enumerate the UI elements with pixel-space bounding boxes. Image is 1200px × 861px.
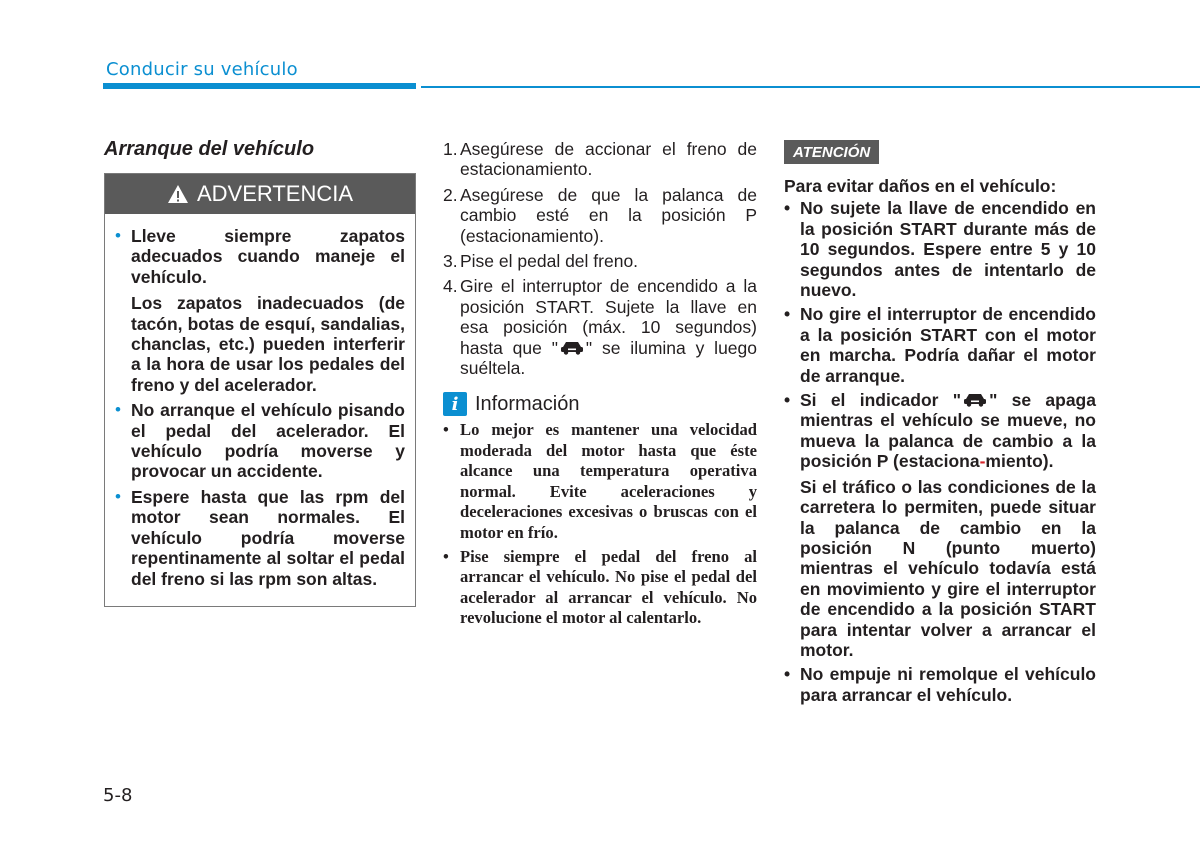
attention-text-after: " se apaga mientras el vehículo se mueve, no mueva la palanca de cambio a la posición P (estaciona [800, 390, 1096, 472]
middle-column [443, 139, 757, 633]
info-item-text: Pise siempre el pedal del freno al arrancar el vehículo. No pise el pedal del acelerador al arrancar el vehículo. No revolucione el motor al calentarlo. [460, 546, 757, 628]
left-column [104, 138, 416, 607]
step-item [443, 185, 757, 246]
warning-item [115, 400, 405, 482]
info-item [443, 547, 757, 629]
bullet-icon: • [784, 198, 791, 219]
page-number: 5-8 [103, 785, 133, 806]
attention-item-text: No gire el interruptor de encendido a la posición START con el motor en marcha. Podría dañar el motor de arranque. [800, 304, 1096, 386]
header-bar-thick [103, 83, 416, 89]
step-text [460, 276, 757, 378]
attention-item [784, 664, 1096, 705]
attention-item-text [800, 390, 1096, 472]
info-item [443, 420, 757, 542]
step-text: Asegúrese de que la palanca de cambio esté en la posición P (estacionamiento). [460, 184, 757, 246]
right-column [784, 140, 1096, 709]
immobilizer-car-icon [961, 392, 989, 407]
warning-title: ADVERTENCIA [196, 181, 354, 206]
attention-item-text: No empuje ni remolque el vehículo para arrancar el vehículo. [800, 664, 1096, 705]
bullet-icon: • [784, 390, 791, 411]
step-text-before: Gire el interruptor de encendido a la posición START. Sujete la llave en esa posición (máx. 10 segundos) hasta que " [460, 276, 757, 358]
attention-item [784, 304, 1096, 386]
attention-text-end: miento). [985, 451, 1054, 472]
info-icon: i [443, 392, 467, 416]
bullet-icon: • [115, 226, 121, 245]
step-number: 1. [443, 139, 458, 159]
step-number: 2. [443, 184, 458, 205]
step-number: 3. [443, 251, 458, 272]
warning-triangle-icon [167, 184, 189, 204]
bullet-icon: • [784, 304, 791, 325]
bullet-icon: • [784, 664, 791, 685]
info-title: Información [475, 392, 580, 415]
attention-item-text: No sujete la llave de encendido en la posición START durante más de 10 segundos. Espere entre 5 y 10 segundos antes de intentarlo de nuevo. [800, 198, 1096, 301]
step-number: 4. [443, 276, 458, 297]
attention-item [784, 390, 1096, 660]
warning-item-text: Espere hasta que las rpm del motor sean normales. El vehículo podría moverse repentinamente al soltar el pedal del freno si las rpm son altas. [131, 486, 405, 589]
attention-item-subtext: Si el tráfico o las condiciones de la carretera lo permiten, puede situar la palanca de cambio en la posición N (punto muerto) mientras el vehículo todavía está en movimiento y gire el interruptor de encendido a la posición START para intentar volver a arrancar el motor. [800, 476, 1096, 660]
warning-item-text: No arranque el vehículo pisando el pedal del acelerador. El vehículo podría moverse y provocar un accidente. [131, 400, 405, 482]
warning-item-text: Lleve siempre zapatos adecuados cuando maneje el vehículo. [131, 226, 405, 287]
section-title: Conducir su vehículo [106, 59, 298, 80]
bullet-icon: • [443, 420, 449, 440]
step-item [443, 139, 757, 180]
info-item-text: Lo mejor es mantener una velocidad moderada del motor hasta que éste alcance una temperatura operativa normal. Evite aceleraciones y deceleraciones excesivas o bruscas con el motor en frío. [460, 420, 757, 542]
info-header [443, 392, 757, 416]
attention-text-before: Si el indicador " [800, 390, 962, 411]
warning-box [104, 173, 416, 607]
warning-item-subtext: Los zapatos inadecuados (de tacón, botas de esquí, sandalias, chanclas, etc.) pueden interferir a la hora de usar los pedales del freno y del acelerador. [131, 293, 405, 395]
step-text: Asegúrese de accionar el freno de estacionamiento. [460, 139, 757, 180]
header-bar-thin [421, 86, 1200, 88]
subheading: Arranque del vehículo [104, 138, 315, 160]
bullet-icon: • [115, 400, 121, 420]
bullet-icon: • [443, 546, 449, 566]
hyphen-mark: - [979, 451, 986, 472]
step-item [443, 251, 757, 271]
step-text: Pise el pedal del freno. [460, 251, 639, 272]
warning-item [115, 226, 405, 395]
warning-body [105, 214, 415, 606]
attention-item [784, 198, 1096, 300]
step-item [443, 276, 757, 378]
warning-header [105, 174, 415, 214]
attention-tag: ATENCIÓN [784, 140, 879, 164]
attention-intro: Para evitar daños en el vehículo: [784, 176, 1057, 196]
warning-item [115, 487, 405, 589]
bullet-icon: • [115, 486, 121, 506]
step-text-after: " se ilumina y luego suéltela. [460, 337, 758, 379]
immobilizer-car-icon [558, 340, 586, 355]
